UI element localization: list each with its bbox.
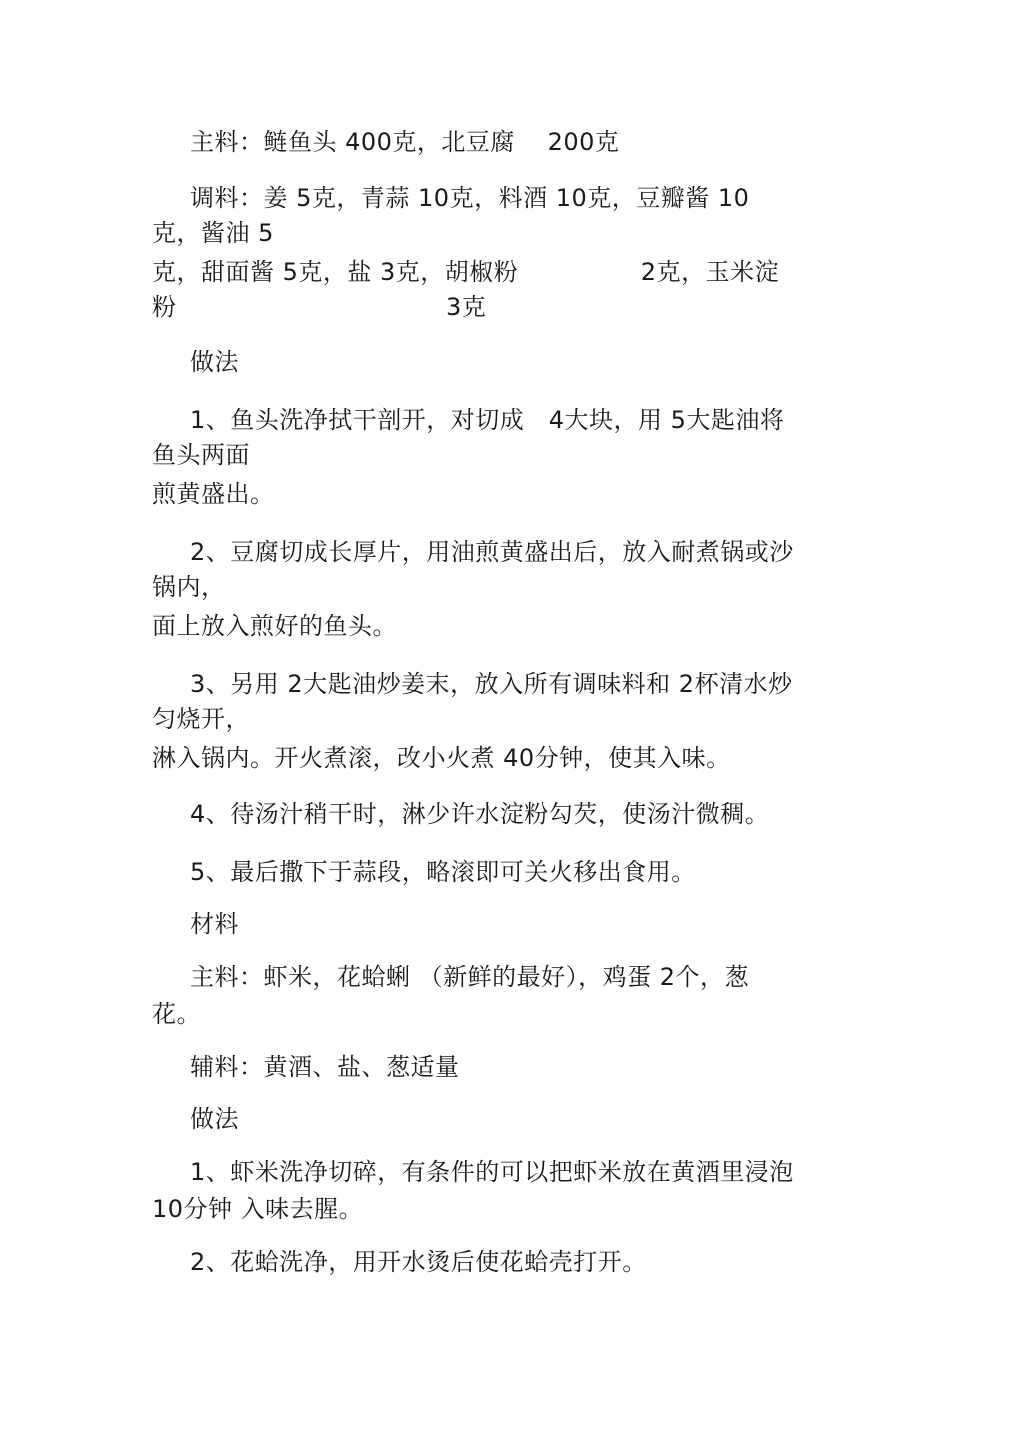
text-line-main-ingredients-2: 主料：虾米，花蛤蜊 （新鲜的最好），鸡蛋 2个，葱 <box>190 963 750 991</box>
text-line-main-ingredients: 主料：鲢鱼头 400克，北豆腐 200克 <box>190 128 620 156</box>
step-2b-line: 2、花蛤洗净，用开水烫后使花蛤壳打开。 <box>190 1248 647 1276</box>
step-1-line-3: 煎黄盛出。 <box>152 480 275 508</box>
step-2-line-3: 面上放入煎好的鱼头。 <box>152 612 397 640</box>
step-1b-line-1: 1、虾米洗净切碎，有条件的可以把虾米放在黄酒里浸泡 <box>190 1158 794 1186</box>
step-1-line-2: 鱼头两面 <box>152 441 250 469</box>
text-line-seasoning: 调料：姜 5克，青蒜 10克，料酒 10克，豆瓣酱 10 <box>190 184 750 212</box>
text-line-main-ingredients-2-cont: 花。 <box>152 1000 201 1028</box>
step-4-line: 4、待汤汁稍干时，淋少许水淀粉勾芡，使汤汁微稠。 <box>190 800 770 828</box>
text-line-auxiliary: 辅料：黄酒、盐、葱适量 <box>190 1053 460 1081</box>
step-2-line-2: 锅内， <box>152 573 226 601</box>
section-heading-materials: 材料 <box>190 910 239 938</box>
step-3-line-3: 淋入锅内。开火煮滚，改小火煮 40分钟，使其入味。 <box>152 744 731 772</box>
step-3-line-1: 3、另用 2大匙油炒姜末，放入所有调味料和 2杯清水炒 <box>190 670 793 698</box>
text-line-seasoning-cont: 克，酱油 5 <box>152 219 274 247</box>
section-heading-method: 做法 <box>190 348 239 376</box>
step-1b-line-2: 10分钟 入味去腥。 <box>152 1195 364 1223</box>
step-3-line-2: 匀烧开， <box>152 705 250 733</box>
step-2-line-1: 2、豆腐切成长厚片，用油煎黄盛出后，放入耐煮锅或沙 <box>190 538 794 566</box>
text-line-seasoning-cont2: 克，甜面酱 5克，盐 3克，胡椒粉 2克，玉米淀 <box>152 258 780 286</box>
text-line-seasoning-cont3: 粉 3克 <box>152 293 487 321</box>
step-1-line-1: 1、鱼头洗净拭干剖开，对切成 4大块，用 5大匙油将 <box>190 406 785 434</box>
step-5-line: 5、最后撒下于蒜段，略滚即可关火移出食用。 <box>190 858 696 886</box>
section-heading-method-2: 做法 <box>190 1105 239 1133</box>
